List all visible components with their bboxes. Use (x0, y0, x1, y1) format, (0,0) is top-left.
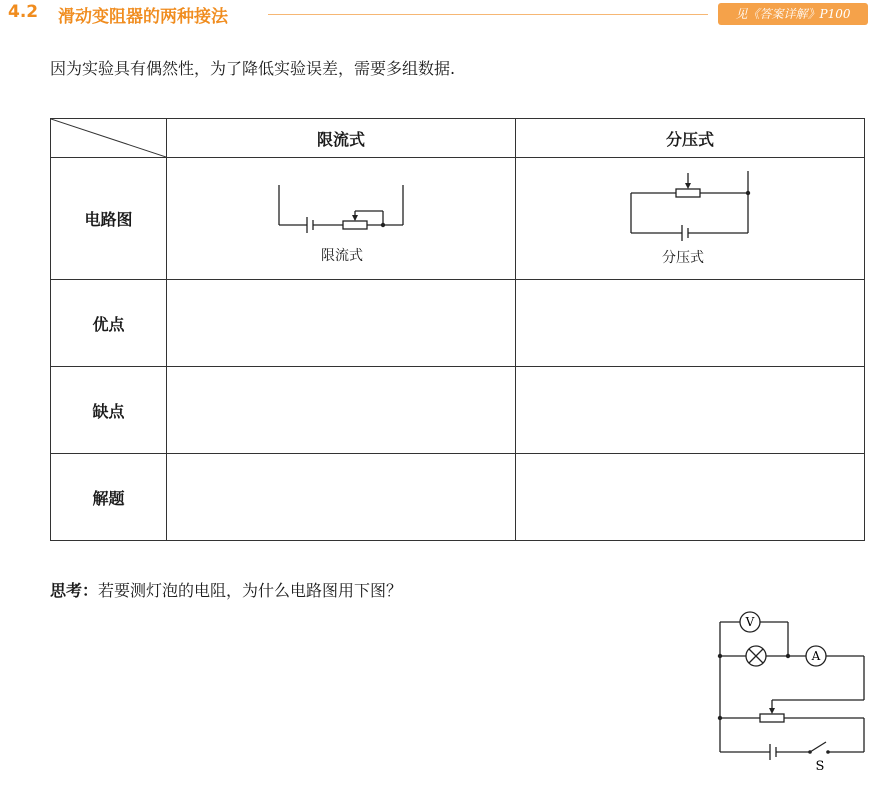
switch-label: S (815, 759, 825, 774)
cell-disadvantages-limiting (167, 367, 516, 454)
column-header-voltage-divider: 分压式 (516, 119, 865, 158)
ammeter-label: A (811, 649, 821, 663)
cell-solving-limiting (167, 454, 516, 541)
row-label-advantages: 优点 (51, 280, 167, 367)
lamp-resistance-circuit-diagram (710, 606, 880, 776)
section-header (0, 0, 884, 30)
cell-advantages-divider (516, 280, 865, 367)
think-prefix: 思考： (50, 581, 99, 600)
figure-label-divider: 分压式 (662, 249, 704, 266)
row-label-disadvantages: 缺点 (51, 367, 167, 454)
cell-circuit-divider (516, 158, 865, 280)
cell-circuit-limiting (167, 158, 516, 280)
row-label-problem-solving: 解题 (51, 454, 167, 541)
cell-disadvantages-divider (516, 367, 865, 454)
think-text: 若要测灯泡的电阻，为什么电路图用下图？ (98, 581, 403, 600)
voltmeter-label: V (745, 615, 755, 629)
intro-text: 因为实验具有偶然性，为了降低实验误差，需要多组数据. (50, 59, 456, 78)
section-title: 滑动变阻器的两种接法 (58, 7, 228, 27)
answer-reference-badge: 见《答案详解》P100 (718, 3, 868, 25)
figure-label-limiting: 限流式 (321, 247, 363, 264)
cell-advantages-limiting (167, 280, 516, 367)
cell-solving-divider (516, 454, 865, 541)
row-label-circuit: 电路图 (51, 158, 167, 280)
column-header-current-limiting: 限流式 (167, 119, 516, 158)
think-question (50, 578, 402, 601)
diagonal-corner-cell (51, 119, 167, 158)
section-number: 4.2 (8, 2, 39, 22)
comparison-table (50, 118, 865, 541)
header-rule (268, 14, 708, 15)
diagonal-line (51, 119, 166, 157)
